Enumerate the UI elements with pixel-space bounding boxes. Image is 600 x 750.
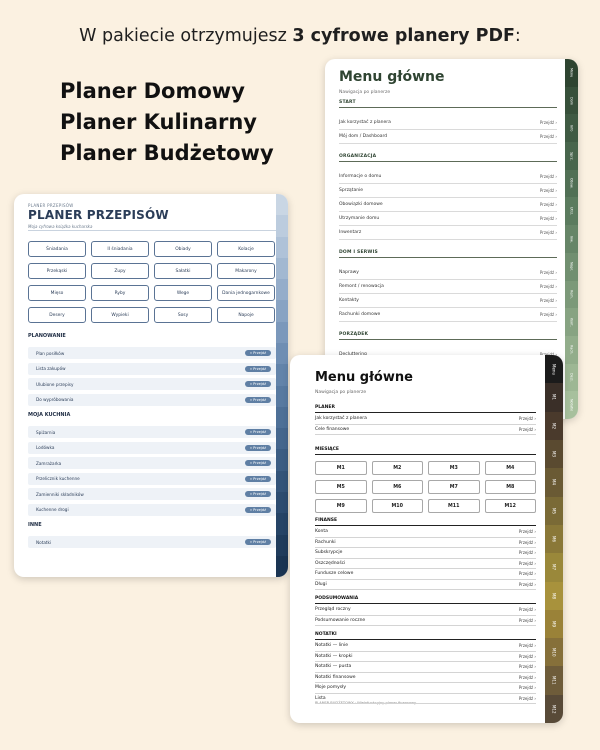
go-link[interactable]: Przejdź › [518,550,536,556]
month-button[interactable]: M1 [315,461,367,475]
category-button[interactable]: Obiady [154,241,212,257]
recipe-planner-subtitle: Moja cyfrowa książka kucharska [28,224,93,229]
go-link[interactable]: Przejdź › [539,188,557,193]
side-tab[interactable]: M1 [545,383,563,411]
item-label: Konta [315,529,328,535]
divider [339,257,557,258]
category-button[interactable]: Śniadania [28,241,86,257]
item-label: Utrzymanie domu [339,216,380,221]
month-button[interactable]: M10 [372,499,424,513]
list-item[interactable] [28,504,276,516]
item-label: Przelicznik kuchenne [36,476,80,481]
planner-names [60,76,274,169]
go-link[interactable]: Przejdź › [518,581,536,587]
go-link[interactable]: Przejdź › [539,284,557,289]
month-grid [315,461,536,513]
go-link[interactable]: Przejdź › [539,216,557,221]
side-tab[interactable]: M8 [545,582,563,610]
side-tab[interactable] [276,215,288,236]
budget-planner-footer: PLANER BUDŻETOWY · Wielofunkcyjny planer finansowy [315,701,417,705]
go-link[interactable]: Przejdź › [539,202,557,207]
divider [315,412,536,413]
side-tab[interactable] [276,343,288,364]
go-link[interactable]: Przejdź › [518,617,536,623]
side-tab[interactable] [276,237,288,258]
section-title: PLANOWANIE [28,333,66,339]
go-link[interactable]: Przejdź › [539,120,557,125]
side-tab[interactable]: Notatki [565,391,578,419]
divider [315,603,536,604]
go-link[interactable]: Przejdź › [518,416,536,422]
menu-item[interactable] [339,116,557,130]
item-label: Lista [315,695,326,701]
go-button[interactable]: » Przejdź [245,460,271,466]
side-tab[interactable]: M4 [545,468,563,496]
month-button[interactable]: M8 [485,480,537,494]
item-label: Rachunki [315,539,336,545]
side-tab[interactable] [276,428,288,449]
planner-name-home: Planer Domowy [60,79,245,103]
list-item[interactable] [28,426,276,438]
side-tab[interactable] [276,300,288,321]
menu-item[interactable] [315,527,536,538]
item-label: Rachunki domowe [339,312,381,317]
menu-item[interactable] [315,662,536,673]
month-button[interactable]: M6 [372,480,424,494]
menu-item[interactable] [315,425,536,436]
list-item[interactable] [28,473,276,485]
side-tab[interactable] [276,279,288,300]
go-link[interactable]: Przejdź › [518,560,536,566]
section-title: DOM I SERWIS [339,250,378,255]
side-tab[interactable]: M11 [545,666,563,694]
go-button[interactable]: » Przejdź [245,366,271,372]
item-label: Informacje o domu [339,174,382,179]
planner-name-budget: Planer Budżetowy [60,141,274,165]
list-item[interactable] [28,536,276,548]
go-button[interactable]: » Przejdź [245,397,271,403]
item-label: Notatki finansowe [315,674,356,680]
menu-item[interactable] [315,559,536,570]
item-label: Długi [315,581,327,587]
list-item[interactable] [28,363,276,375]
planner-name-culinary: Planer Kulinarny [60,110,257,134]
section-title: INNE [28,522,42,528]
month-button[interactable]: M5 [315,480,367,494]
item-label: Kontakty [339,298,359,303]
recipe-planner-title: PLANER PRZEPISÓW [28,208,169,222]
menu-item[interactable] [339,130,557,144]
category-button[interactable]: Wege [154,285,212,301]
menu-item[interactable] [315,652,536,663]
menu-item[interactable] [339,280,557,294]
month-button[interactable]: M4 [485,461,537,475]
side-tab[interactable]: M9 [545,610,563,638]
month-button[interactable]: M7 [428,480,480,494]
category-button[interactable]: Zupy [91,263,149,279]
category-button[interactable]: Sałatki [154,263,212,279]
category-button[interactable]: Kolacje [217,241,275,257]
go-link[interactable]: Przejdź › [539,134,557,139]
item-label: Notatki — linie [315,643,348,649]
menu-item[interactable] [315,641,536,652]
category-button[interactable]: Ryby [91,285,149,301]
category-button[interactable]: Napoje [217,307,275,323]
item-label: Do wypróbowania [36,397,74,402]
menu-item[interactable] [315,569,536,580]
go-link[interactable]: Przejdź › [518,674,536,680]
budget-planner-tabs [545,355,563,723]
list-item[interactable] [28,457,276,469]
home-planner-title: Menu główne [339,69,445,85]
recipe-planner-preview [14,194,288,577]
category-button[interactable]: II śniadania [91,241,149,257]
go-link[interactable]: Przejdź › [518,529,536,535]
side-tab[interactable]: M10 [545,638,563,666]
category-button[interactable]: Makarony [217,263,275,279]
go-button[interactable]: » Przejdź [245,539,271,545]
item-label: Zamrażarka [36,460,62,466]
menu-item[interactable] [315,605,536,616]
menu-item[interactable] [315,616,536,627]
list-item[interactable] [28,378,276,390]
recipe-category-grid [28,241,276,323]
budget-planner-preview [290,355,563,723]
month-button[interactable]: M11 [428,499,480,513]
headline: W pakiecie otrzymujesz 3 cyfrowe planery PDF: [79,26,521,46]
divider [339,161,557,162]
side-tab[interactable]: M2 [545,412,563,440]
go-button[interactable]: » Przejdź [245,491,271,497]
item-label: Sprzątanie [339,188,364,193]
side-tab[interactable]: M3 [545,440,563,468]
side-tab[interactable] [276,492,288,513]
month-button[interactable]: M12 [485,499,537,513]
menu-item[interactable] [339,198,557,212]
section-title: PODSUMOWANIA [315,596,359,601]
go-link[interactable]: Przejdź › [539,230,557,235]
month-button[interactable]: M9 [315,499,367,513]
side-tab[interactable]: M7 [545,553,563,581]
go-link[interactable]: Przejdź › [518,426,536,432]
category-button[interactable]: Dania jednogarnkowe [217,285,275,301]
item-label: Lodówka [36,445,55,450]
recipe-planner-tabs [276,194,288,577]
item-label: Naprawy [339,270,359,275]
menu-item[interactable] [339,170,557,184]
item-label: Plan posiłków [36,350,65,356]
go-link[interactable]: Przejdź › [518,571,536,577]
menu-item[interactable] [315,683,536,694]
side-tab[interactable]: Rach. [565,336,578,364]
list-item[interactable] [28,442,276,454]
section-title: MOJA KUCHNIA [28,412,71,418]
item-label: Notatki — kropki [315,653,353,659]
side-tab[interactable]: Rem. [565,281,578,309]
item-label: Lista zakupów [36,366,66,371]
menu-item[interactable] [339,226,557,240]
go-button[interactable]: » Przejdź [245,507,271,513]
item-label: Fundusze celowe [315,571,354,577]
side-tab[interactable]: M5 [545,497,563,525]
item-label: Spiżarnia [36,429,56,435]
menu-item[interactable] [339,294,557,308]
side-tab[interactable] [276,322,288,343]
category-button[interactable]: Desery [28,307,86,323]
side-tab[interactable] [276,449,288,470]
go-button[interactable]: » Przejdź [245,476,271,482]
menu-item[interactable] [315,580,536,591]
side-tab[interactable] [276,513,288,534]
go-link[interactable]: Przejdź › [518,539,536,545]
go-link[interactable]: Przejdź › [539,174,557,179]
go-link[interactable]: Przejdź › [518,664,536,670]
menu-item[interactable] [315,548,536,559]
home-planner-subtitle: Nawigacja po planerze [339,90,391,95]
list-item[interactable] [28,394,276,406]
side-tab[interactable]: Kont. [565,308,578,336]
section-title: PLANER [315,405,335,410]
side-tab[interactable]: Menu [545,355,563,383]
section-title: NOTATKI [315,632,337,637]
divider [315,454,536,455]
item-label: Kuchenne drogi [36,507,69,512]
side-tab[interactable]: M12 [545,695,563,723]
list-item[interactable] [28,347,276,359]
menu-item[interactable] [339,308,557,322]
category-button[interactable]: Sosy [154,307,212,323]
side-tab[interactable] [276,194,288,215]
menu-item[interactable] [339,212,557,226]
item-label: Inwentarz [339,230,362,235]
menu-item[interactable] [315,694,536,705]
item-label: Jak korzystać z planera [339,120,391,125]
go-link[interactable]: Przejdź › [518,685,536,691]
go-link[interactable]: Przejdź › [518,653,536,659]
side-tab[interactable]: Inw. [565,225,578,253]
go-link[interactable]: Przejdź › [518,695,536,701]
month-button[interactable]: M2 [372,461,424,475]
side-tab[interactable] [276,407,288,428]
divider [315,639,536,640]
recipe-planner-small-label: PLANER PRZEPISÓW [28,203,74,208]
item-label: Podsumowanie roczne [315,617,366,623]
budget-planner-title: Menu główne [315,370,413,385]
menu-item[interactable] [315,538,536,549]
menu-item[interactable] [315,414,536,425]
menu-item[interactable] [315,673,536,684]
section-title: FINANSE [315,518,338,523]
item-label: Moje pomysły [315,685,347,691]
home-planner-tabs [565,59,578,419]
go-button[interactable]: » Przejdź [245,445,271,451]
month-button[interactable]: M3 [428,461,480,475]
side-tab[interactable] [276,556,288,577]
section-title: MIESIĄCE [315,447,340,452]
side-tab[interactable] [276,535,288,556]
item-label: Remont / renowacja [339,284,384,289]
item-label: Mój dom / Dashboard [339,134,388,139]
go-button[interactable]: » Przejdź [245,429,271,435]
list-item[interactable] [28,488,276,500]
side-tab[interactable]: Utrz. [565,197,578,225]
item-label: Notatki [36,539,52,545]
go-link[interactable]: Przejdź › [539,270,557,275]
item-label: Ulubione przepisy [36,381,74,387]
side-tab[interactable]: Info [565,114,578,142]
divider [315,525,536,526]
divider [339,339,557,340]
side-tab[interactable]: Obow. [565,170,578,198]
item-label: Oszczędności [315,560,346,566]
go-link[interactable]: Przejdź › [518,643,536,649]
item-label: Jak korzystać z planera [315,416,367,422]
section-title: START [339,100,356,105]
side-tab[interactable]: Sprz. [565,142,578,170]
side-tab[interactable]: Menu [565,59,578,87]
go-link[interactable]: Przejdź › [539,312,557,317]
go-link[interactable]: Przejdź › [539,298,557,303]
menu-item[interactable] [339,184,557,198]
side-tab[interactable] [276,364,288,385]
category-button[interactable]: Wypieki [91,307,149,323]
side-tab[interactable] [276,471,288,492]
divider [339,107,557,108]
budget-planner-subtitle: Nawigacja po planerze [315,390,367,395]
go-link[interactable]: Przejdź › [518,607,536,613]
section-title: PORZĄDEK [339,332,369,337]
category-button[interactable]: Przekąski [28,263,86,279]
menu-item[interactable] [339,266,557,280]
section-title: ORGANIZACJA [339,154,377,159]
item-label: Cele finansowe [315,426,350,432]
item-label: Subskrypcje [315,550,343,556]
side-tab[interactable]: Napr. [565,253,578,281]
item-label: Obowiązki domowe [339,202,383,207]
side-tab[interactable]: Decl. [565,364,578,392]
side-tab[interactable] [276,386,288,407]
side-tab[interactable] [276,258,288,279]
side-tab[interactable]: M6 [545,525,563,553]
go-button[interactable]: » Przejdź [245,350,271,356]
item-label: Notatki — pusta [315,664,352,670]
divider [28,230,276,231]
item-label: Zamienniki składników [36,491,84,497]
item-label: Przegląd roczny [315,607,351,613]
side-tab[interactable]: Dom [565,87,578,115]
category-button[interactable]: Mięso [28,285,86,301]
go-button[interactable]: » Przejdź [245,381,271,387]
